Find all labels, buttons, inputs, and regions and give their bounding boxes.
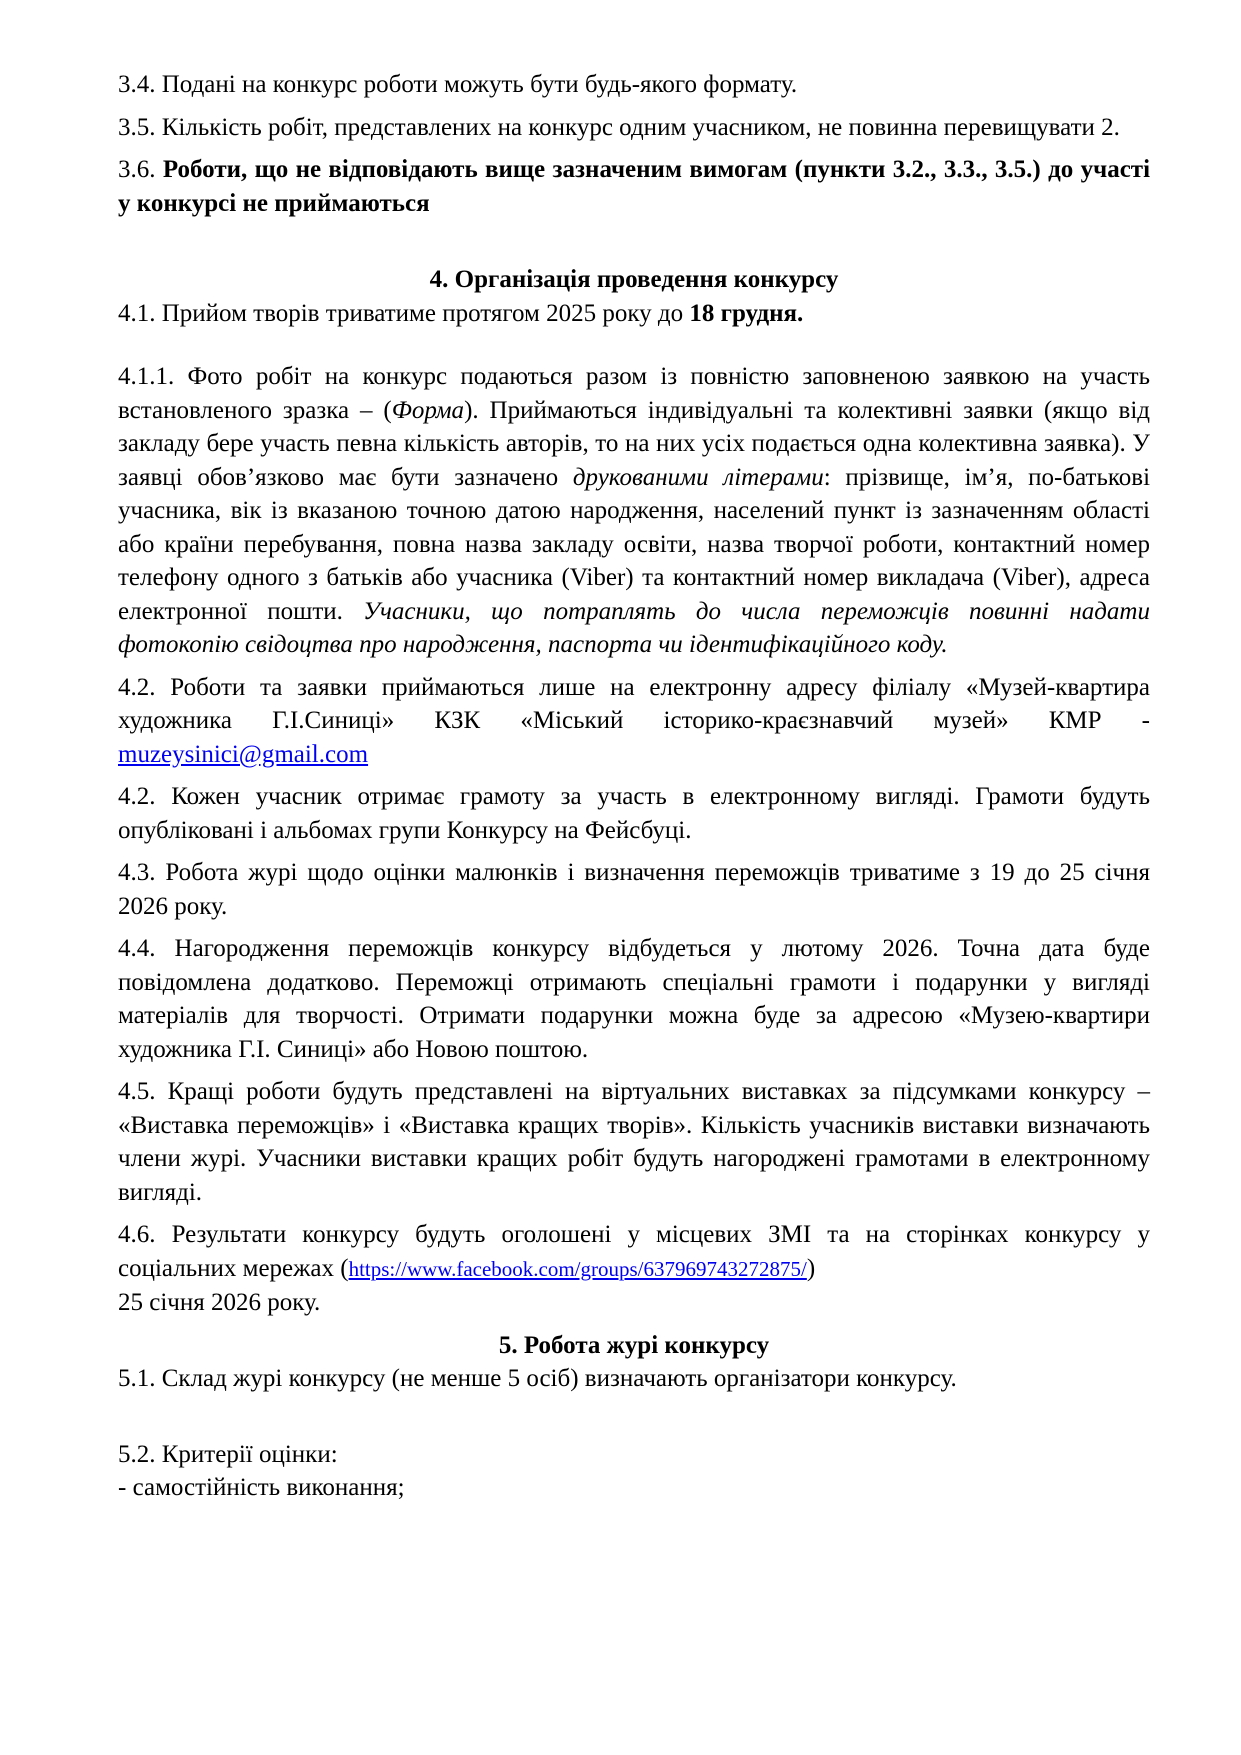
- text-span: 4.6. Результати конкурсу будуть оголошені у місцевих ЗМІ та на сторінках конкурсу у соціальних мережах (: [118, 1221, 1150, 1282]
- paragraph-3-4: 3.4. Подані на конкурс роботи можуть бути будь-якого формату.: [118, 71, 798, 98]
- section-4-heading: 4. Організація проведення конкурсу: [429, 266, 839, 293]
- paragraph-4-3: 4.3. Робота журі щодо оцінки малюнків і визначення переможців триватиме з 19 до 25 січня 2026 року.: [118, 859, 1150, 920]
- paragraph-3-6: [118, 153, 1150, 220]
- text-span: ): [806, 1254, 816, 1282]
- paragraph-4-1: [118, 297, 1150, 331]
- text-span: ). Приймаються індивідуальні та колективні заявки (якщо від закладу бере участь певна кількість авторів, то на них усіх подається одна колективна заявка). У заявці обов’язково має бути зазначено: [118, 396, 1150, 491]
- text-span: 4.1.1. Фото робіт на конкурс подаються разом із повністю заповненою заявкою на участь встановленого зразка – (: [118, 363, 1150, 424]
- paragraph-4-1-date: 18 грудня.: [689, 299, 804, 327]
- paragraph-3-5: 3.5. Кількість робіт, представлених на конкурс одним учасником, не повинна перевищувати 2.: [118, 113, 1120, 141]
- paragraph-4-6-date: 25 січня 2026 року.: [118, 1289, 321, 1316]
- paragraph-5-1: 5.1. Склад журі конкурсу (не менше 5 осіб) визначають організатори конкурсу.: [118, 1365, 957, 1392]
- form-italic: Форма: [391, 396, 465, 424]
- italic-text: друкованими літерами: [572, 463, 824, 491]
- paragraph-4-1-1: [118, 360, 1150, 662]
- section-5-heading: 5. Робота журі конкурсу: [498, 1331, 770, 1359]
- email-link[interactable]: muzeysinici@gmail.com: [118, 740, 369, 768]
- text-span: : прізвище, ім’я, по-батькові учасника, вік із вказаною точною датою народження, населений пункт із зазначенням області або країни перебування, повна назва закладу освіти, назва творчої роботи, контактний номер телефону одного з батьків або учасника (Viber) та контактний номер викладача (Viber), адреса електронної пошти.: [118, 463, 1151, 625]
- facebook-group-link[interactable]: https://www.facebook.com/groups/637969743272875/: [348, 1256, 807, 1281]
- paragraph-3-6-bold: Роботи, що не відповідають вище зазначеним вимогам (пункти 3.2., 3.3., 3.5.) до участі у конкурсі не приймаються: [118, 156, 1151, 217]
- document-page: [118, 68, 1150, 1505]
- paragraph-4-1-text: 4.1. Прийом творів триватиме протягом 2025 року до: [118, 299, 690, 327]
- paragraph-5-2: 5.2. Критерії оцінки:: [118, 1440, 338, 1468]
- paragraph-4-6: [118, 1218, 1150, 1286]
- criteria-item: - самостійність виконання;: [118, 1474, 405, 1501]
- paragraph-4-2-email: [118, 671, 1150, 772]
- paragraph-3-6-number: 3.6.: [118, 156, 163, 183]
- paragraph-4-5: 4.5. Кращі роботи будуть представлені на віртуальних виставках за підсумками конкурсу – «Виставка переможців» і «Виставка кращих творів». Кількість учасників виставки визначають члени журі. Учасники виставки кращих робіт будуть нагороджені грамотами в електронному вигляді.: [118, 1078, 1150, 1206]
- text-span: 4.2. Роботи та заявки приймаються лише на електронну адресу філіалу «Музей-квартира художника Г.І.Синиці» КЗК «Міський історико-краєзнавчий музей» КМР -: [118, 673, 1150, 734]
- paragraph-4-2-certificates: 4.2. Кожен учасник отримає грамоту за участь в електронному вигляді. Грамоти будуть опубліковані і альбомах групи Конкурсу на Фейсбуці.: [118, 783, 1150, 844]
- paragraph-4-4: 4.4. Нагородження переможців конкурсу відбудеться у лютому 2026. Точна дата буде повідомлена додатково. Переможці отримають спеціальні грамоти і подарунки у вигляді матеріалів для творчості. Отримати подарунки можна буде за адресою «Музею-квартири художника Г.І. Синиці» або Новою поштою.: [118, 935, 1150, 1063]
- italic-note: Учасники, що потраплять до числа переможців повинні надати фотокопію свідоцтва про народження, паспорта чи ідентифікаційного коду.: [118, 597, 1150, 658]
